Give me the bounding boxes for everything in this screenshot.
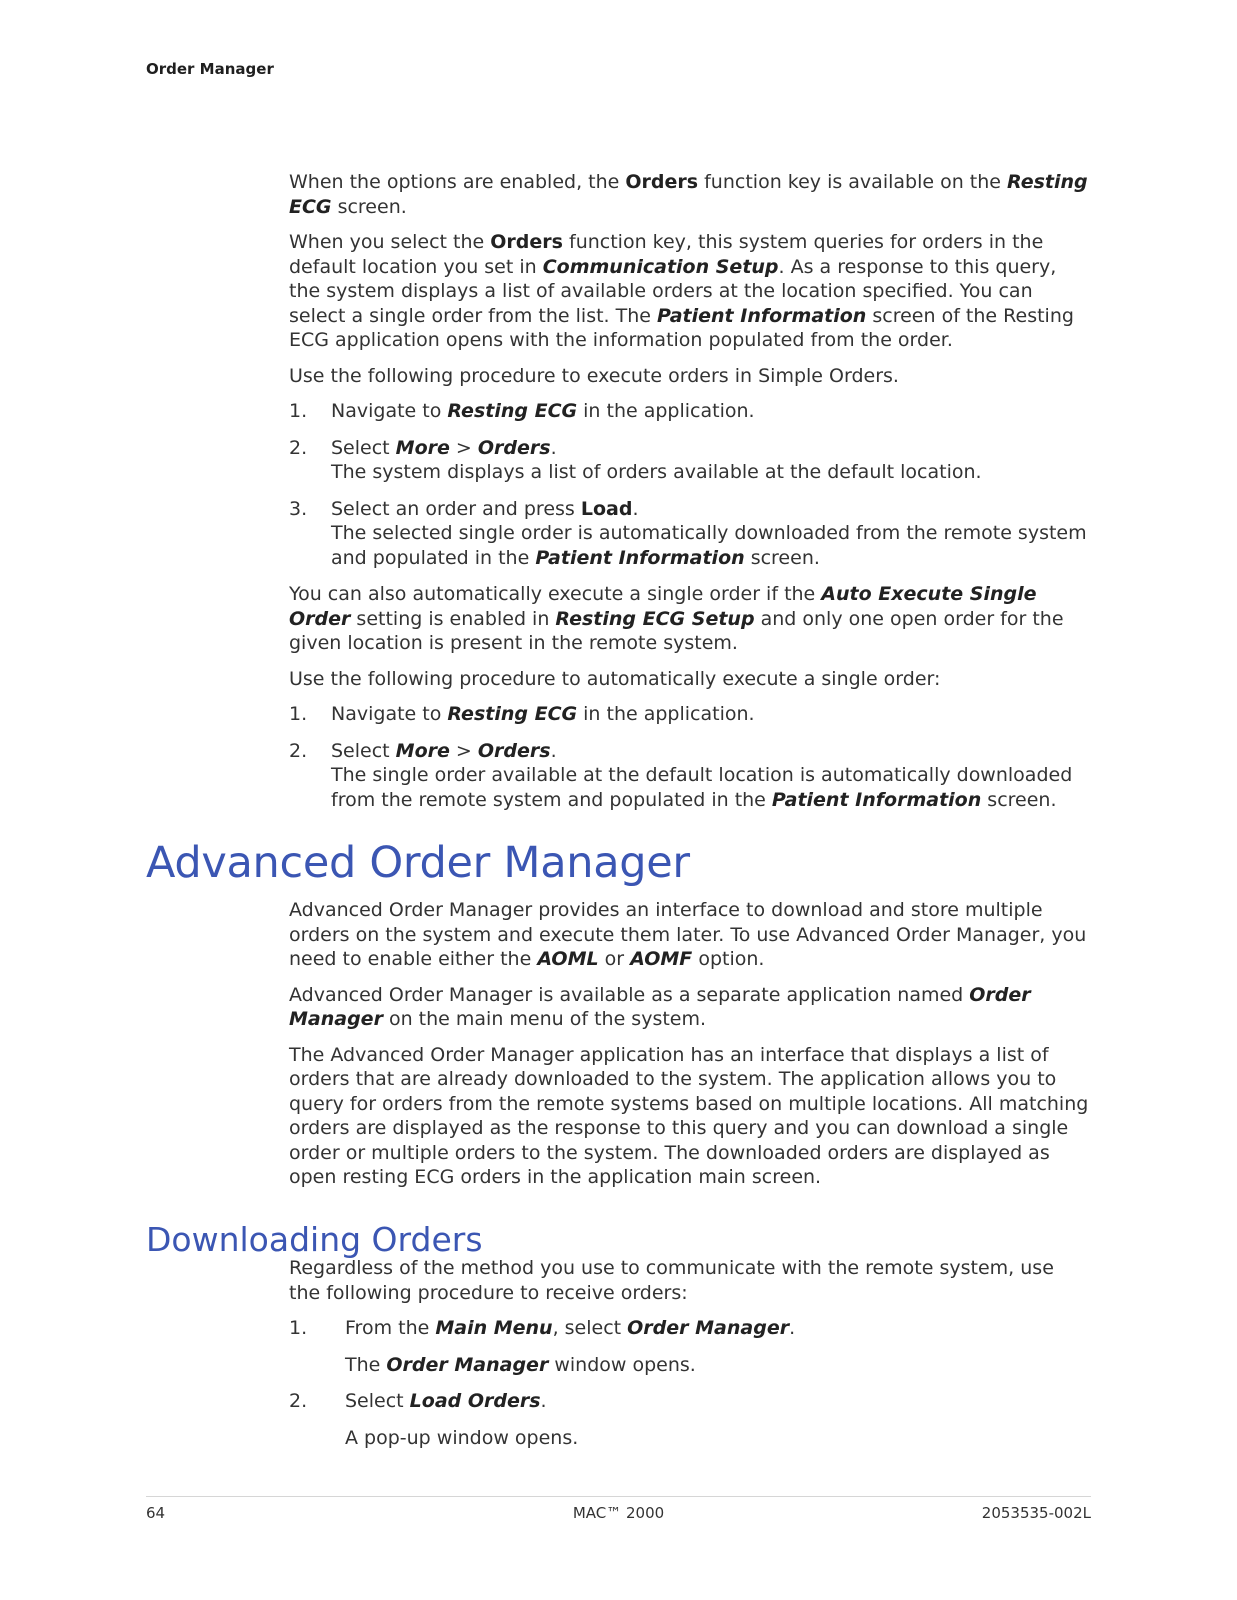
downloading-orders-body <box>289 1256 1089 1462</box>
step-result: The Order Manager window opens. <box>345 1353 696 1376</box>
step-result: The single order available at the default location is automatically downloaded from the remote system and populated in the Patient Information screen. <box>331 764 1073 811</box>
paragraph-query-description: When you select the Orders function key, this system queries for orders in the default location you set in Communication Setup. As a response to this query, the system displays a list of available orders at the location specified. You can select a single order from the list. The Patient Information screen of the Resting ECG application opens with the information populated from the order. <box>289 231 1074 351</box>
footer-divider <box>146 1496 1091 1497</box>
advanced-order-manager-body <box>289 898 1089 1201</box>
paragraph-auto-procedure-intro: Use the following procedure to automatically execute a single order: <box>289 667 941 690</box>
step-result: The selected single order is automatically downloaded from the remote system and populated in the Patient Information screen. <box>331 522 1087 569</box>
downloading-orders-heading: Downloading Orders <box>146 1220 483 1259</box>
step-result: The system displays a list of orders available at the default location. <box>331 461 982 483</box>
list-item: 2. Select More > Orders. The single order available at the default location is automatically downloaded from the remote system and populated in the Patient Information screen. <box>289 739 1089 813</box>
list-item: 3. Select an order and press Load. The selected single order is automatically downloaded from the remote system and populated in the Patient Information screen. <box>289 497 1089 571</box>
list-item: 1. Navigate to Resting ECG in the application. <box>289 400 755 422</box>
auto-execute-steps <box>289 702 1089 812</box>
list-item: 1. Navigate to Resting ECG in the application. <box>289 703 755 725</box>
paragraph-aom-availability: Advanced Order Manager is available as a separate application named Order Manager on the main menu of the system. <box>289 983 1031 1030</box>
download-steps <box>289 1316 1089 1450</box>
page-number: 64 <box>146 1504 166 1522</box>
paragraph-download-intro: Regardless of the method you use to communicate with the remote system, use the following procedure to receive orders: <box>289 1257 1054 1304</box>
document-number: 2053535-002L <box>981 1504 1091 1522</box>
list-item: 1. From the Main Menu, select Order Manager. The Order Manager window opens. <box>289 1316 1089 1377</box>
paragraph-orders-key: When the options are enabled, the Orders function key is available on the Resting ECG screen. <box>289 171 1088 218</box>
paragraph-procedure-intro: Use the following procedure to execute orders in Simple Orders. <box>289 364 899 387</box>
paragraph-auto-execute: You can also automatically execute a single order if the Auto Execute Single Order setting is enabled in Resting ECG Setup and only one open order for the given location is present in the remote system. <box>289 583 1064 654</box>
simple-orders-body <box>289 170 1089 824</box>
list-item: 2. Select More > Orders. The system displays a list of orders available at the default location. <box>289 436 1089 485</box>
product-name: MAC™ 2000 <box>572 1504 665 1522</box>
list-item: 2. Select Load Orders. A pop-up window opens. <box>289 1389 1089 1450</box>
advanced-order-manager-heading: Advanced Order Manager <box>146 838 690 888</box>
simple-orders-steps <box>289 399 1089 570</box>
step-result: A pop-up window opens. <box>345 1426 579 1449</box>
paragraph-aom-intro: Advanced Order Manager provides an interface to download and store multiple orders on the system and execute them later. To use Advanced Order Manager, you need to enable either the AOML or AOMF option. <box>289 899 1087 970</box>
running-header: Order Manager <box>146 60 274 78</box>
paragraph-aom-interface: The Advanced Order Manager application has an interface that displays a list of orders that are already downloaded to the system. The application allows you to query for orders from the remote systems based on multiple locations. All matching orders are displayed as the response to this query and you can download a single order or multiple orders to the system. The downloaded orders are displayed as open resting ECG orders in the application main screen. <box>289 1043 1089 1188</box>
